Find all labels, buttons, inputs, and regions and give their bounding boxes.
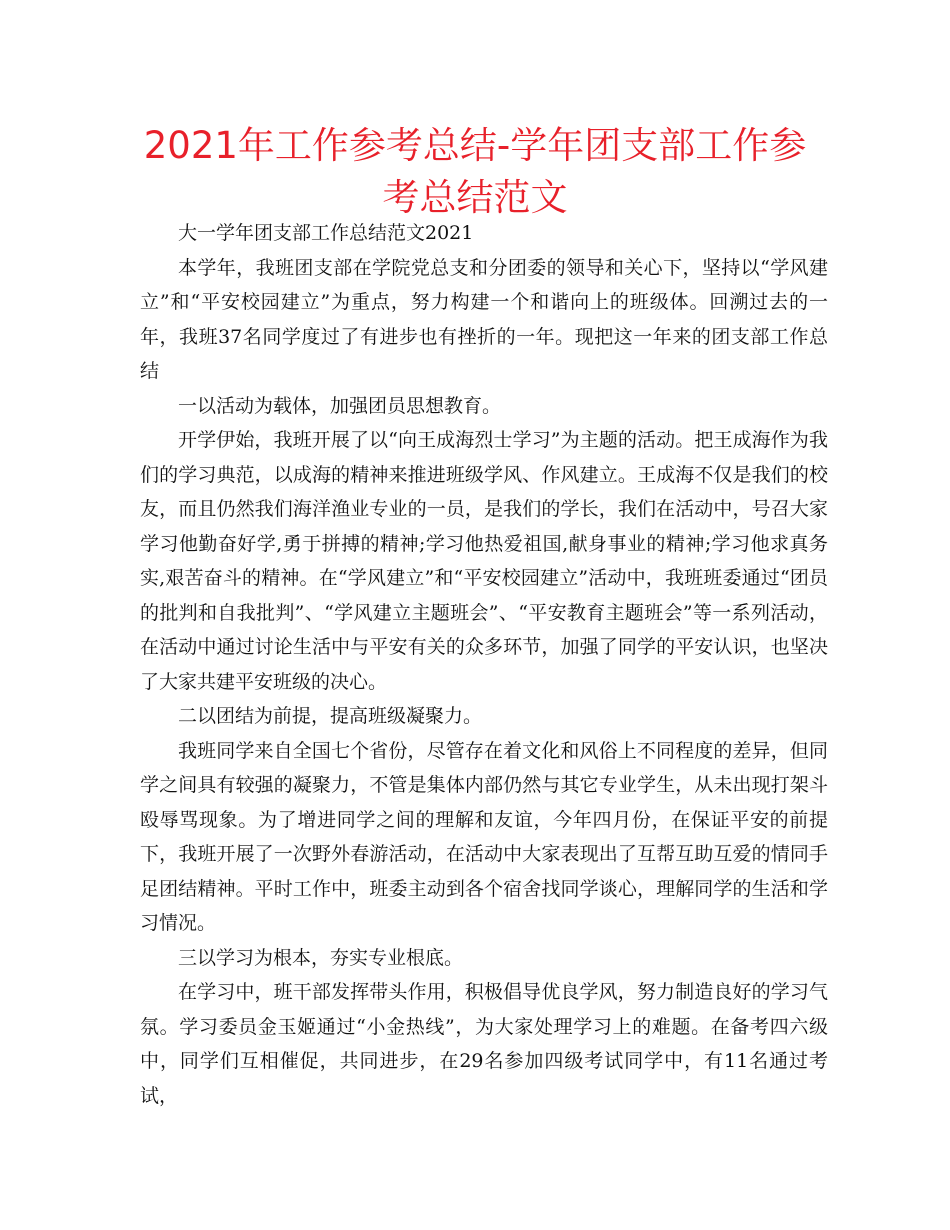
paragraph-intro: 本学年，我班团支部在学院党总支和分团委的领导和关心下，坚持以“学风建立”和“平安校园建立”为重点，努力构建一个和谐向上的班级体。回溯过去的一年，我班37名同学度过了有进步也有挫折的一年。现把这一年来的团支部工作总结 [140,256,828,382]
document-body [140,216,828,1113]
section-heading-3: 三以学习为根本，夯实专业根底。 [178,946,464,969]
paragraph-subtitle: 大一学年团支部工作总结范文2021 [178,222,474,244]
paragraph-section-2: 我班同学来自全国七个省份，尽管存在着文化和风俗上不同程度的差异，但同学之间具有较强的凝聚力，不管是集体内部仍然与其它专业学生，从未出现打架斗殴辱骂现象。为了增进同学之间的理解和友谊，今年四月份，在保证平安的前提下，我班开展了一次野外春游活动，在活动中大家表现出了互帮互助互爱的情同手足团结精神。平时工作中，班委主动到各个宿舍找同学谈心，理解同学的生活和学习情况。 [140,739,828,934]
document-title: 2021年工作参考总结-学年团支部工作参考总结范文 [143,124,807,219]
paragraph-section-1: 开学伊始，我班开展了以“向王成海烈士学习”为主题的活动。把王成海作为我们的学习典范，以成海的精神来推进班级学风、作风建立。王成海不仅是我们的校友，而且仍然我们海洋渔业专业的一员，是我们的学长，我们在活动中，号召大家学习他勤奋好学,勇于拼搏的精神;学习他热爱祖国,献身事业的精神;学习他求真务实,艰苦奋斗的精神。在“学风建立”和“平安校园建立”活动中，我班班委通过“团员的批判和自我批判”、“学风建立主题班会”、“平安教育主题班会”等一系列活动，在活动中通过讨论生活中与平安有关的众多环节，加强了同学的平安认识，也坚决了大家共建平安班级的决心。 [140,429,828,693]
section-heading-1: 一以活动为载体，加强团员思想教育。 [178,394,502,417]
section-heading-2: 二以团结为前提，提高班级凝聚力。 [178,705,483,727]
paragraph-section-3: 在学习中，班干部发挥带头作用，积极倡导优良学风，努力制造良好的学习气氛。学习委员金玉姬通过“小金热线”，为大家处理学习上的难题。在备考四六级中，同学们互相催促，共同进步，在29名参加四级考试同学中，有11名通过考试， [140,981,828,1107]
